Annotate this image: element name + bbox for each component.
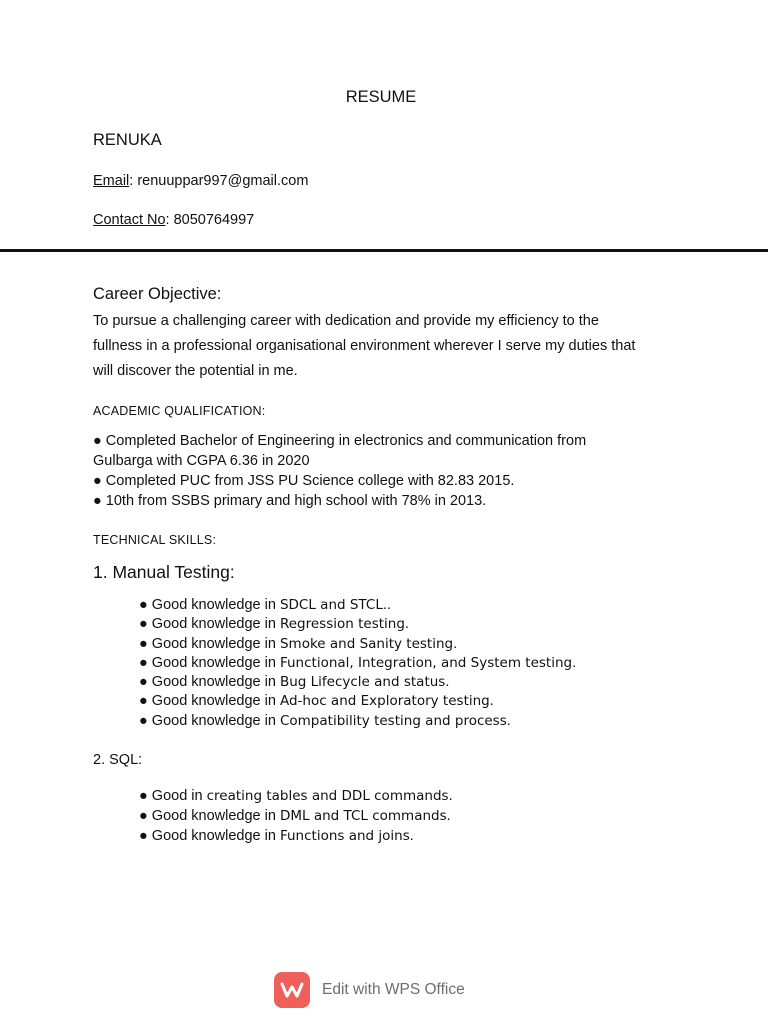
contact-label: Contact No [93, 212, 166, 228]
list-item: ● Good knowledge in Regression testing. [139, 616, 409, 633]
academic-line: Gulbarga with CGPA 6.36 in 2020 [93, 453, 310, 469]
email-label: Email [93, 173, 130, 189]
list-item: ● Good knowledge in Bug Lifecycle and status. [139, 674, 450, 691]
list-item: ● Good knowledge in Functional, Integration, and System testing. [139, 654, 577, 671]
wps-logo-icon[interactable] [274, 972, 310, 1008]
academic-line: ● 10th from SSBS primary and high school with 78% in 2013. [93, 493, 487, 509]
list-item: ● Good knowledge in Functions and joins. [139, 828, 414, 844]
academic-line: ● Completed PUC from JSS PU Science college with 82.83 2015. [93, 473, 515, 489]
career-objective-text [93, 309, 693, 384]
list-item: ● Good knowledge in Ad-hoc and Exploratory testing. [139, 693, 494, 710]
list-item: ● Good in creating tables and DDL commands. [139, 788, 453, 804]
resume-title: RESUME [345, 88, 417, 106]
header-divider [0, 249, 768, 252]
career-line: will discover the potential in me. [93, 363, 298, 379]
technical-skills-heading: TECHNICAL SKILLS: [93, 533, 217, 547]
list-item: ● Good knowledge in Smoke and Sanity testing. [139, 635, 458, 652]
candidate-name: RENUKA [93, 131, 162, 149]
list-item: ● Good knowledge in DML and TCL commands. [139, 808, 451, 824]
sql-list [139, 786, 453, 846]
career-line: To pursue a challenging career with dedication and provide my efficiency to the [93, 313, 599, 329]
email-row [93, 173, 308, 189]
wps-edit-banner[interactable] [274, 972, 465, 1008]
list-item: ● Good knowledge in Compatibility testing and process. [139, 712, 511, 729]
career-line: fullness in a professional organisational environment wherever I serve my duties that [93, 338, 636, 354]
career-objective-heading: Career Objective: [93, 285, 222, 303]
contact-value: : 8050764997 [165, 212, 255, 228]
academic-heading: ACADEMIC QUALIFICATION: [93, 404, 266, 418]
sql-heading: 2. SQL: [93, 752, 143, 768]
list-item: ● Good knowledge in SDCL and STCL.. [139, 597, 391, 613]
academic-list [93, 431, 586, 511]
contact-row [93, 212, 254, 228]
manual-testing-list [139, 596, 576, 731]
manual-testing-heading: 1. Manual Testing: [93, 562, 235, 582]
email-value: : renuuppar997@gmail.com [129, 173, 309, 189]
wps-edit-link[interactable]: Edit with WPS Office [322, 981, 465, 998]
academic-line: ● Completed Bachelor of Engineering in electronics and communication from [93, 433, 587, 449]
